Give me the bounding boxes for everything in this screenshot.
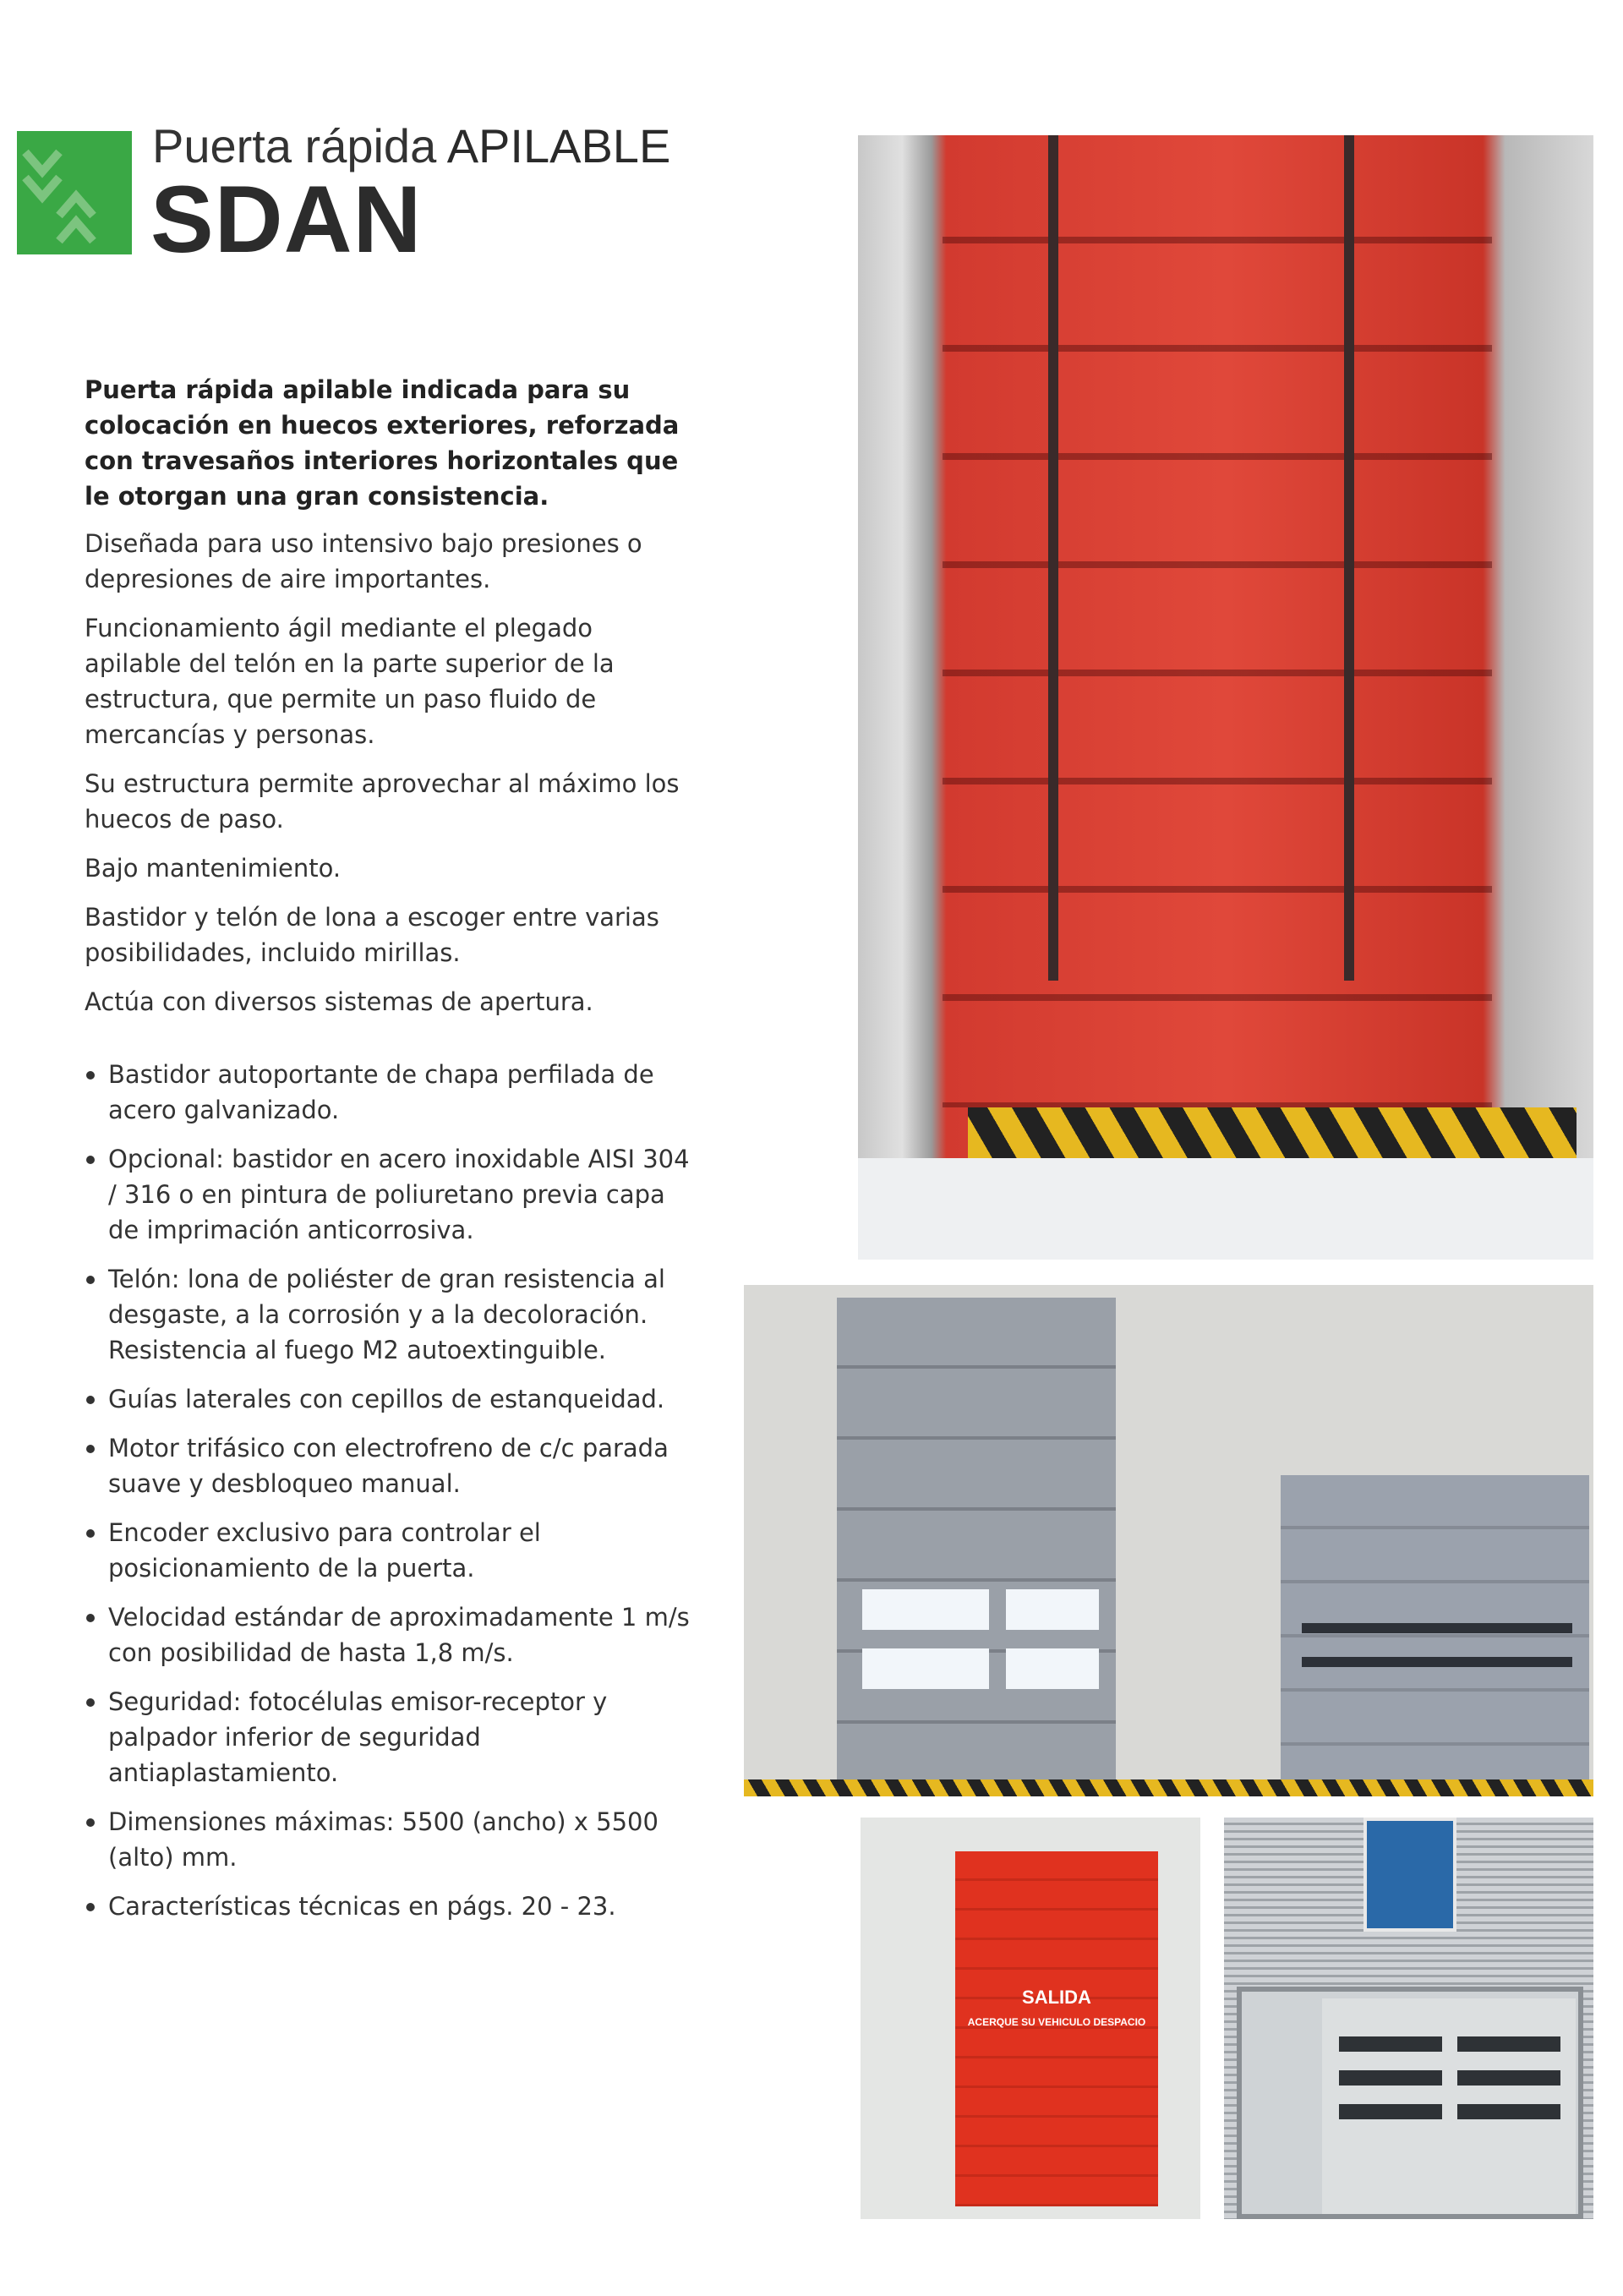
feature-list — [85, 1057, 693, 1924]
feature-item: Características técnicas en págs. 20 - 23. — [85, 1889, 693, 1924]
paragraph: Bastidor y telón de lona a escoger entre varias posibilidades, incluido mirillas. — [85, 903, 659, 967]
exit-sign-text: SALIDA — [1022, 1987, 1091, 2008]
feature-item: Dimensiones máximas: 5500 (ancho) x 5500 (alto) mm. — [85, 1804, 693, 1875]
product-subtitle: Puerta rápida APILABLE — [152, 119, 671, 172]
feature-item: Guías laterales con cepillos de estanqueidad. — [85, 1381, 693, 1417]
paragraph: Su estructura permite aprovechar al máximo los huecos de paso. — [85, 769, 680, 834]
feature-item: Encoder exclusivo para controlar el posicionamiento de la puerta. — [85, 1515, 693, 1586]
description — [85, 372, 693, 1938]
feature-item: Bastidor autoportante de chapa perfilada de acero galvanizado. — [85, 1057, 693, 1128]
photo-grey-door-exterior — [1224, 1818, 1593, 2219]
paragraph: Bajo mantenimiento. — [85, 854, 342, 883]
lead-paragraph: Puerta rápida apilable indicada para su colocación en huecos exteriores, reforzada con travesaños interiores horizontales que le otorgan una gran consistencia. — [85, 375, 680, 511]
paragraph: Actúa con diversos sistemas de apertura. — [85, 987, 593, 1016]
feature-item: Velocidad estándar de aproximadamente 1 m/s con posibilidad de hasta 1,8 m/s. — [85, 1599, 693, 1670]
brand-logo-icon — [17, 131, 132, 254]
feature-item: Telón: lona de poliéster de gran resistencia al desgaste, a la corrosión y a la decoloración. Resistencia al fuego M2 autoextinguible. — [85, 1261, 693, 1368]
product-title: SDAN — [150, 167, 423, 272]
photo-grey-doors-interior — [744, 1285, 1593, 1796]
feature-item: Seguridad: fotocélulas emisor-receptor y palpador inferior de seguridad antiaplastamiento. — [85, 1684, 693, 1790]
photo-red-door-closeup — [858, 135, 1593, 1260]
exit-sign-subtext: ACERQUE SU VEHICULO DESPACIO — [967, 2016, 1146, 2028]
paragraph: Diseñada para uso intensivo bajo presiones o depresiones de aire importantes. — [85, 529, 642, 593]
paragraph: Funcionamiento ágil mediante el plegado apilable del telón en la parte superior de la estructura, que permite un paso fluido de mercancías y personas. — [85, 614, 615, 749]
photo-red-door-exit — [861, 1818, 1200, 2219]
brand-sign-icon — [1363, 1818, 1456, 1932]
feature-item: Motor trifásico con electrofreno de c/c parada suave y desbloqueo manual. — [85, 1430, 693, 1501]
feature-item: Opcional: bastidor en acero inoxidable AISI 304 / 316 o en pintura de poliuretano previa capa de imprimación anticorrosiva. — [85, 1141, 693, 1248]
